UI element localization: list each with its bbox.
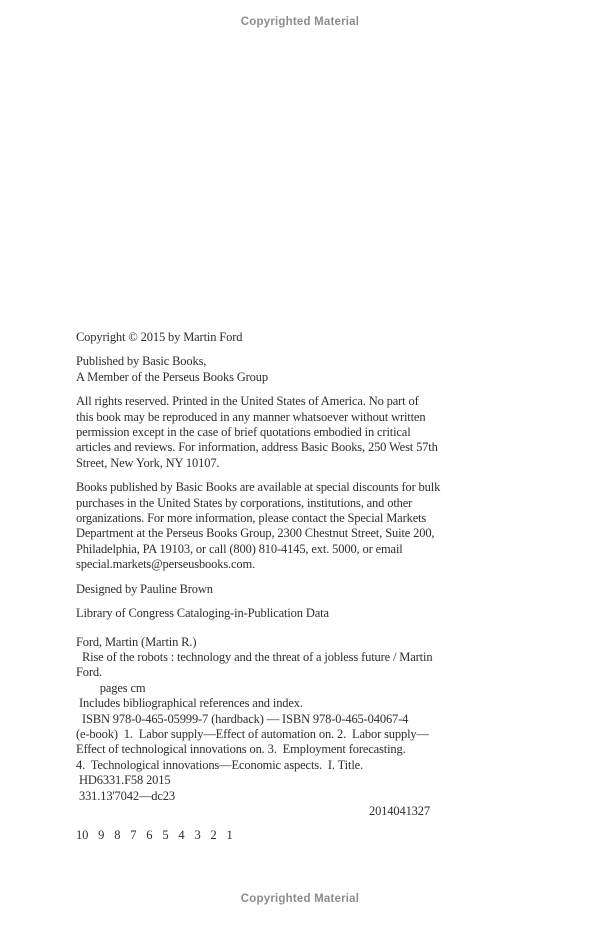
text-line: Published by Basic Books, [76,354,207,369]
text-line: permission except in the case of brief quotations embodied in critical [76,425,411,440]
text-line: Department at the Perseus Books Group, 2300 Chestnut Street, Suite 200, [76,526,435,541]
copyright-page-body [76,330,546,844]
copyrighted-material-footer: Copyrighted Material [240,893,360,905]
copyrighted-material-header: Copyrighted Material [240,16,360,28]
text-line: A Member of the Perseus Books Group [76,369,268,384]
loc-cip-heading [76,606,546,621]
text-line: Library of Congress Cataloging-in-Publication Data [76,606,329,621]
publisher-block [76,354,546,385]
text-line: articles and reviews. For information, address Basic Books, 250 West 57th [76,440,438,455]
text-line: Designed by Pauline Brown [76,581,213,596]
text-line: (e-book) 1. Labor supply—Effect of automation on. 2. Labor supply— [76,726,429,741]
text-line: All rights reserved. Printed in the United States of America. No part of [76,394,419,409]
text-line: this book may be reproduced in any manner whatsoever without written [76,409,426,424]
special-markets-paragraph [76,480,546,572]
cip-block [76,635,546,804]
designer-line [76,582,546,597]
printers-key: 10 9 8 7 6 5 4 3 2 1 [76,828,233,843]
text-line: Ford, Martin (Martin R.) [76,634,197,649]
text-line: purchases in the United States by corporations, institutions, and other [76,495,413,510]
text-line: 4. Technological innovations—Economic aspects. I. Title. [76,757,364,772]
text-line: organizations. For more information, please contact the Special Markets [76,511,427,526]
text-line: Rise of the robots : technology and the threat of a jobless future / Martin [76,649,433,664]
text-line: Street, New York, NY 10107. [76,455,220,470]
text-line: 331.13'7042—dc23 [76,788,176,803]
text-line: special.markets@perseusbooks.com. [76,557,256,572]
text-line: pages cm [76,680,146,695]
text-line: HD6331.F58 2015 [76,773,171,788]
text-line: Ford. [76,665,102,680]
text-line: Books published by Basic Books are available at special discounts for bulk [76,480,441,495]
rights-paragraph [76,394,546,471]
text-line: Includes bibliographical references and index. [76,696,303,711]
text-line: Effect of technological innovations on. 3. Employment forecasting. [76,742,406,757]
text-line: Copyright © 2015 by Martin Ford [76,330,243,344]
catalog-card-number: 2014041327 [368,803,430,818]
text-line: ISBN 978-0-465-05999-7 (hardback) — ISBN 978-0-465-04067-4 [76,711,409,726]
copyright-line [76,330,546,345]
text-line: Philadelphia, PA 19103, or call (800) 810-4145, ext. 5000, or email [76,541,403,556]
